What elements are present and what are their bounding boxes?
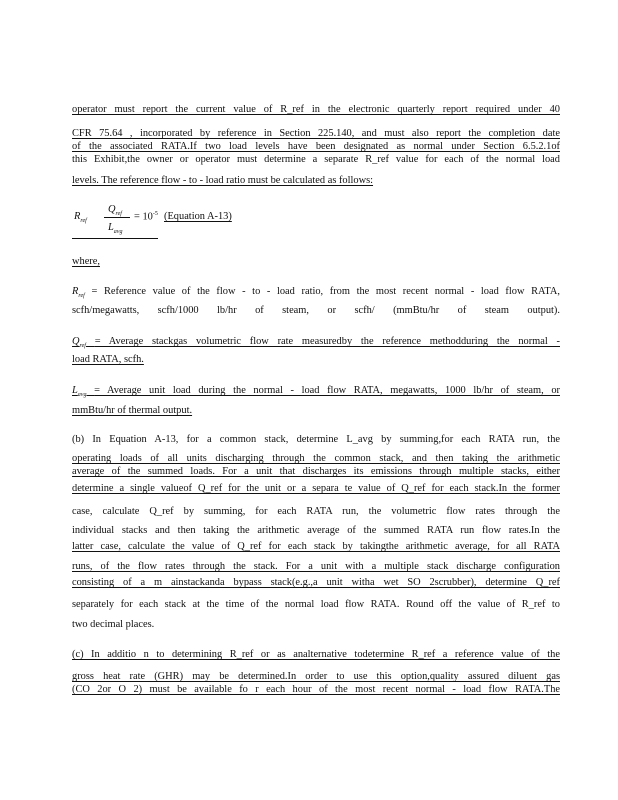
eq-denominator: $L_{avg}$ xyxy=(108,222,123,235)
text-line: of the associated RATA.If two load levels have been designated as normal under Section 6.5.2.1of xyxy=(72,141,560,152)
symbol-qref: $Q_{ref}$ xyxy=(72,336,86,349)
para-b-line: latter case, calculate the value of Q_ref for each stack by takingthe arithmetic average, for all RATA xyxy=(72,541,560,552)
para-b-line: average of the summed loads. For a unit that discharges its emissions through multiple stacks, either xyxy=(72,466,560,477)
text-line: operator must report the current value of R_ref in the electronic quarterly report required under 40 xyxy=(72,104,560,115)
text-line: this Exhibit,the owner or operator must determine a separate R_ref value for each of the normal load xyxy=(72,154,560,165)
text-line: CFR 75.64 , incorporated by reference in Section 225.140, and must also report the completion date xyxy=(72,128,560,139)
para-c-line: gross heat rate (GHR) may be determined.In order to use this option,quality assured diluent gas xyxy=(72,671,560,682)
fraction-bar xyxy=(104,217,130,218)
para-b-line: two decimal places. xyxy=(72,619,155,630)
equation-rule xyxy=(72,238,158,239)
where-label: where, xyxy=(72,256,100,267)
para-c-line: (c) In additio n to determining R_ref or as analternative todetermine R_ref a reference value of the xyxy=(72,649,560,660)
para-b-line: runs, of the flow rates through the stack. For a unit with a multiple stack discharge configuration xyxy=(72,561,560,572)
text-line: scfh/megawatts, scfh/1000 lb/hr of steam, or scfh/ (mmBtu/hr of steam output). xyxy=(72,305,560,316)
para-b-line: individual stacks and then taking the arithmetic average of the summed RATA run flow rates.In the xyxy=(72,525,560,536)
para-c-line: (CO 2or O 2) must be available fo r each hour of the most recent normal - load flow RATA.The xyxy=(72,684,560,695)
eq-lhs: $R_{ref}$ xyxy=(74,211,87,224)
eq-numerator: $Q_{ref}$ xyxy=(108,204,122,217)
eq-factor: = $10^{-5}$ xyxy=(134,211,158,223)
para-b-line: case, calculate Q_ref by summing, for each RATA run, the volumetric flow rates through the xyxy=(72,506,560,517)
equation-label: (Equation A-13) xyxy=(164,211,232,222)
para-b-line: (b) In Equation A-13, for a common stack, determine L_avg by summing,for each RATA run, the xyxy=(72,434,560,445)
text-line: load RATA, scfh. xyxy=(72,354,144,365)
text-line: mmBtu/hr of thermal output. xyxy=(72,405,193,416)
definition-lavg: $L_{avg}$ = Average unit load during the normal - load flow RATA, megawatts, 1000 lb/hr of steam, or xyxy=(72,385,560,398)
text-line: levels. The reference flow - to - load ratio must be calculated as follows: xyxy=(72,175,374,186)
para-b-line: separately for each stack at the time of the normal load flow RATA. Round off the value of R_ref to xyxy=(72,599,560,610)
symbol-lavg: $L_{avg}$ xyxy=(72,385,87,398)
para-b-line: consisting of a m ainstackanda bypass stack(e.g.,a unit witha wet SO 2scrubber), determine Q_ref xyxy=(72,577,560,588)
symbol-rref: $R_{ref}$ xyxy=(72,286,85,299)
para-b-line: determine a single valueof Q_ref for the unit or a separa te value of Q_ref for each stack.In the former xyxy=(72,483,560,494)
definition-rref: $R_{ref}$ = Reference value of the flow - to - load ratio, from the most recent normal - load flow RATA, xyxy=(72,286,560,299)
definition-qref: $Q_{ref}$ = Average stackgas volumetric flow rate measuredby the reference methodduring the normal - xyxy=(72,336,560,349)
para-b-line: operating loads of all units discharging through the common stack, and then taking the arithmetic xyxy=(72,453,560,464)
